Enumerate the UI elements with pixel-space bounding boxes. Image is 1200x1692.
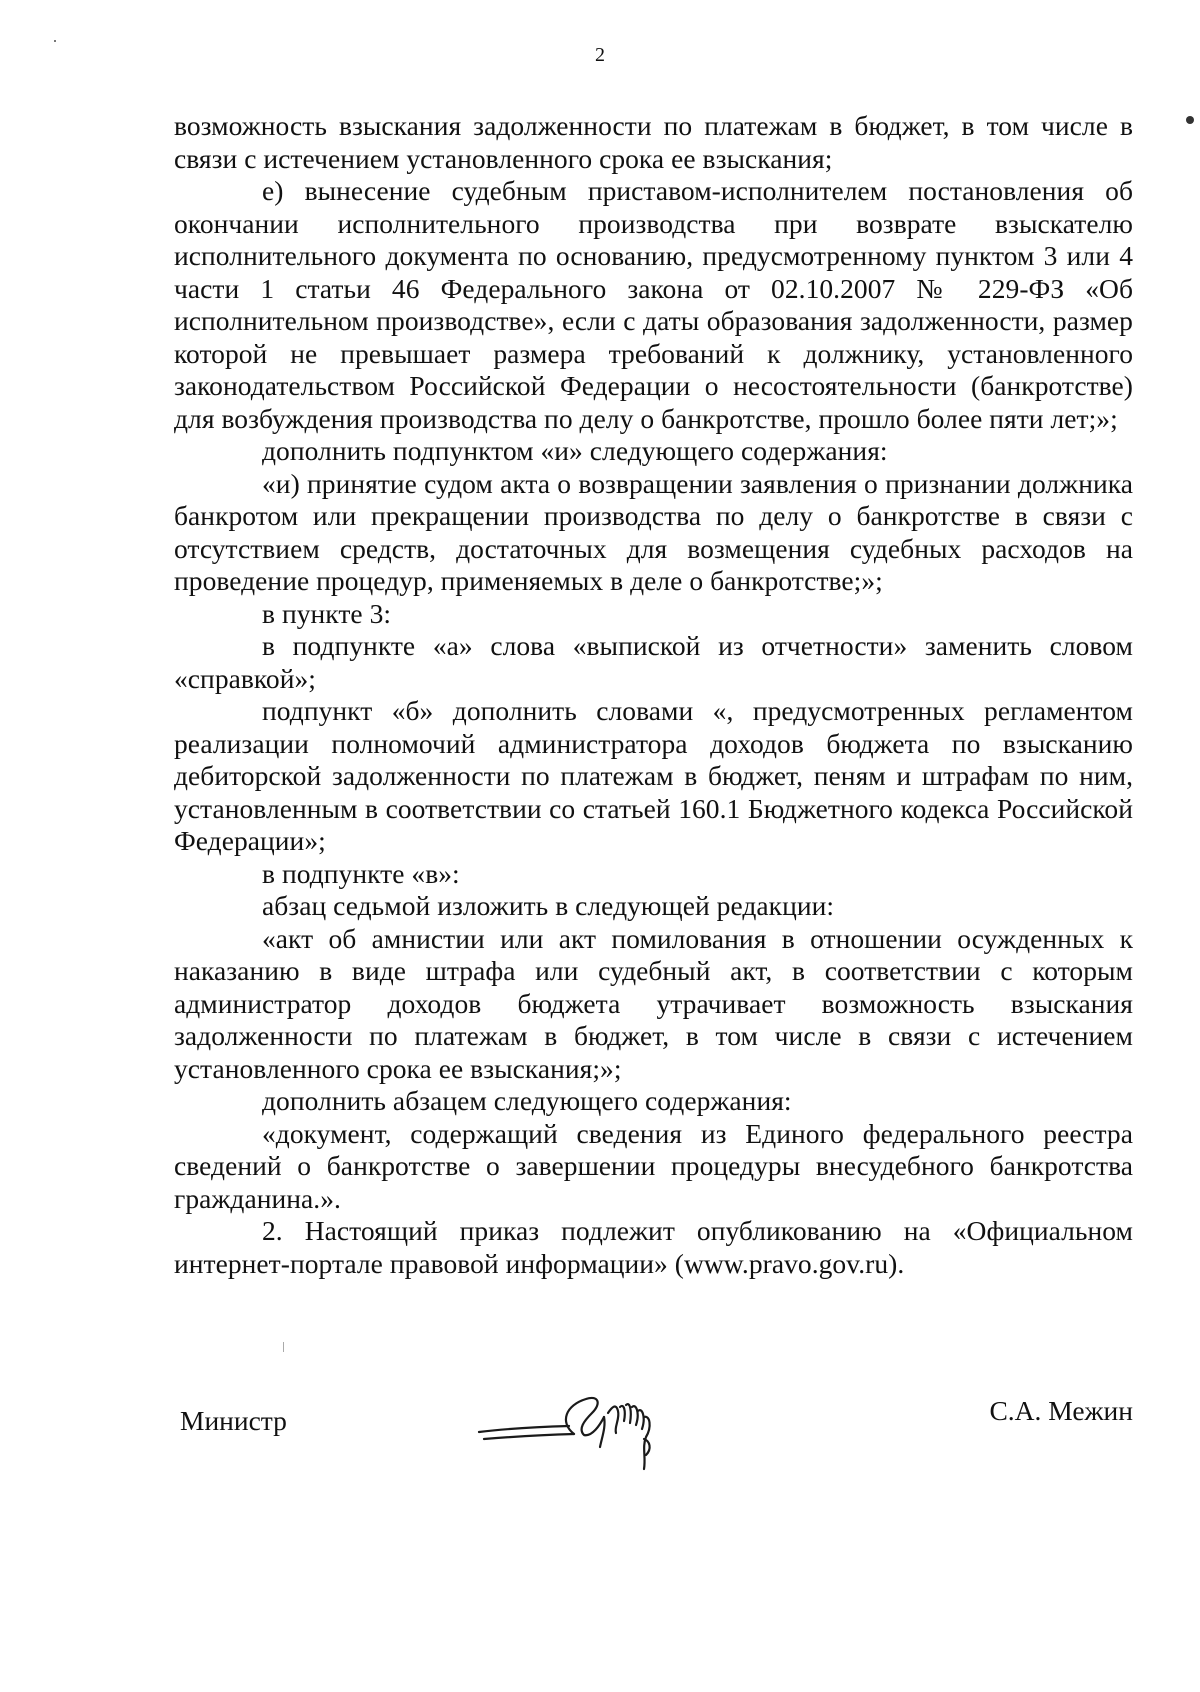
signatory-name: С.А. Межин [989,1395,1133,1426]
paragraph: дополнить абзацем следующего содержания: [262,1085,792,1116]
scan-speck [283,1342,284,1352]
margin-mark [1186,116,1194,124]
paragraph: абзац седьмой изложить в следующей редакции: [262,890,835,921]
paragraph: е) вынесение судебным приставом-исполнителем постановления об окончании исполнительного производства при возврате взыскателю исполнительного документа по основанию, предусмотренному пунктом 3 или 4 части 1 статьи 46 Федерального закона от 02.10.2007 № 229-ФЗ «Об исполнительном производстве», если с даты образования задолженности, размер которой не превышает размера требований к должнику, установленного законодательством Российской Федерации о несостоятельности (банкротстве) для возбуждения производства по делу о банкротстве, прошло более пяти лет;»; [174,175,1133,434]
scan-speck [54,40,56,42]
paragraph: «документ, содержащий сведения из Единого федерального реестра сведений о банкротстве о завершении процедуры внесудебного банкротства гражданина.». [174,1117,1133,1214]
page-number: 2 [595,44,605,66]
document-body [174,110,1133,1280]
paragraph: «и) принятие судом акта о возвращении заявления о признании должника банкротом или прекращении производства по делу о банкротстве в связи с отсутствием средств, достаточных для возмещения судебных расходов на проведение процедур, применяемых в деле о банкротстве;»; [174,467,1133,596]
paragraph: возможность взыскания задолженности по платежам в бюджет, в том числе в связи с истечением установленного срока ее взыскания; [174,110,1133,174]
paragraph: в пункте 3: [262,597,392,629]
handwritten-signature [474,1377,689,1487]
signatory-title: Министр [180,1405,287,1436]
paragraph: дополнить подпунктом «и» следующего содержания: [262,435,888,466]
paragraph: 2. Настоящий приказ подлежит опубликованию на «Официальном интернет-портале правовой информации» (www.pravo.gov.ru). [174,1215,1133,1279]
paragraph: в подпункте «в»: [262,857,460,889]
paragraph: «акт об амнистии или акт помилования в отношении осужденных к наказанию в виде штрафа или судебный акт, в соответствии с которым администратор доходов бюджета утрачивает возможность взыскания задолженности по платежам в бюджет, в том числе в связи с истечением установленного срока ее взыскания;»; [174,922,1133,1084]
paragraph: подпункт «б» дополнить словами «, предусмотренных регламентом реализации полномочий администратора доходов бюджета по взысканию дебиторской задолженности по платежам в бюджет, пеням и штрафам по ним, установленным в соответствии со статьей 160.1 Бюджетного кодекса Российской Федерации»; [174,695,1133,856]
signature-block [174,1395,1133,1515]
paragraph: в подпункте «а» слова «выпиской из отчетности» заменить словом «справкой»; [174,630,1133,694]
